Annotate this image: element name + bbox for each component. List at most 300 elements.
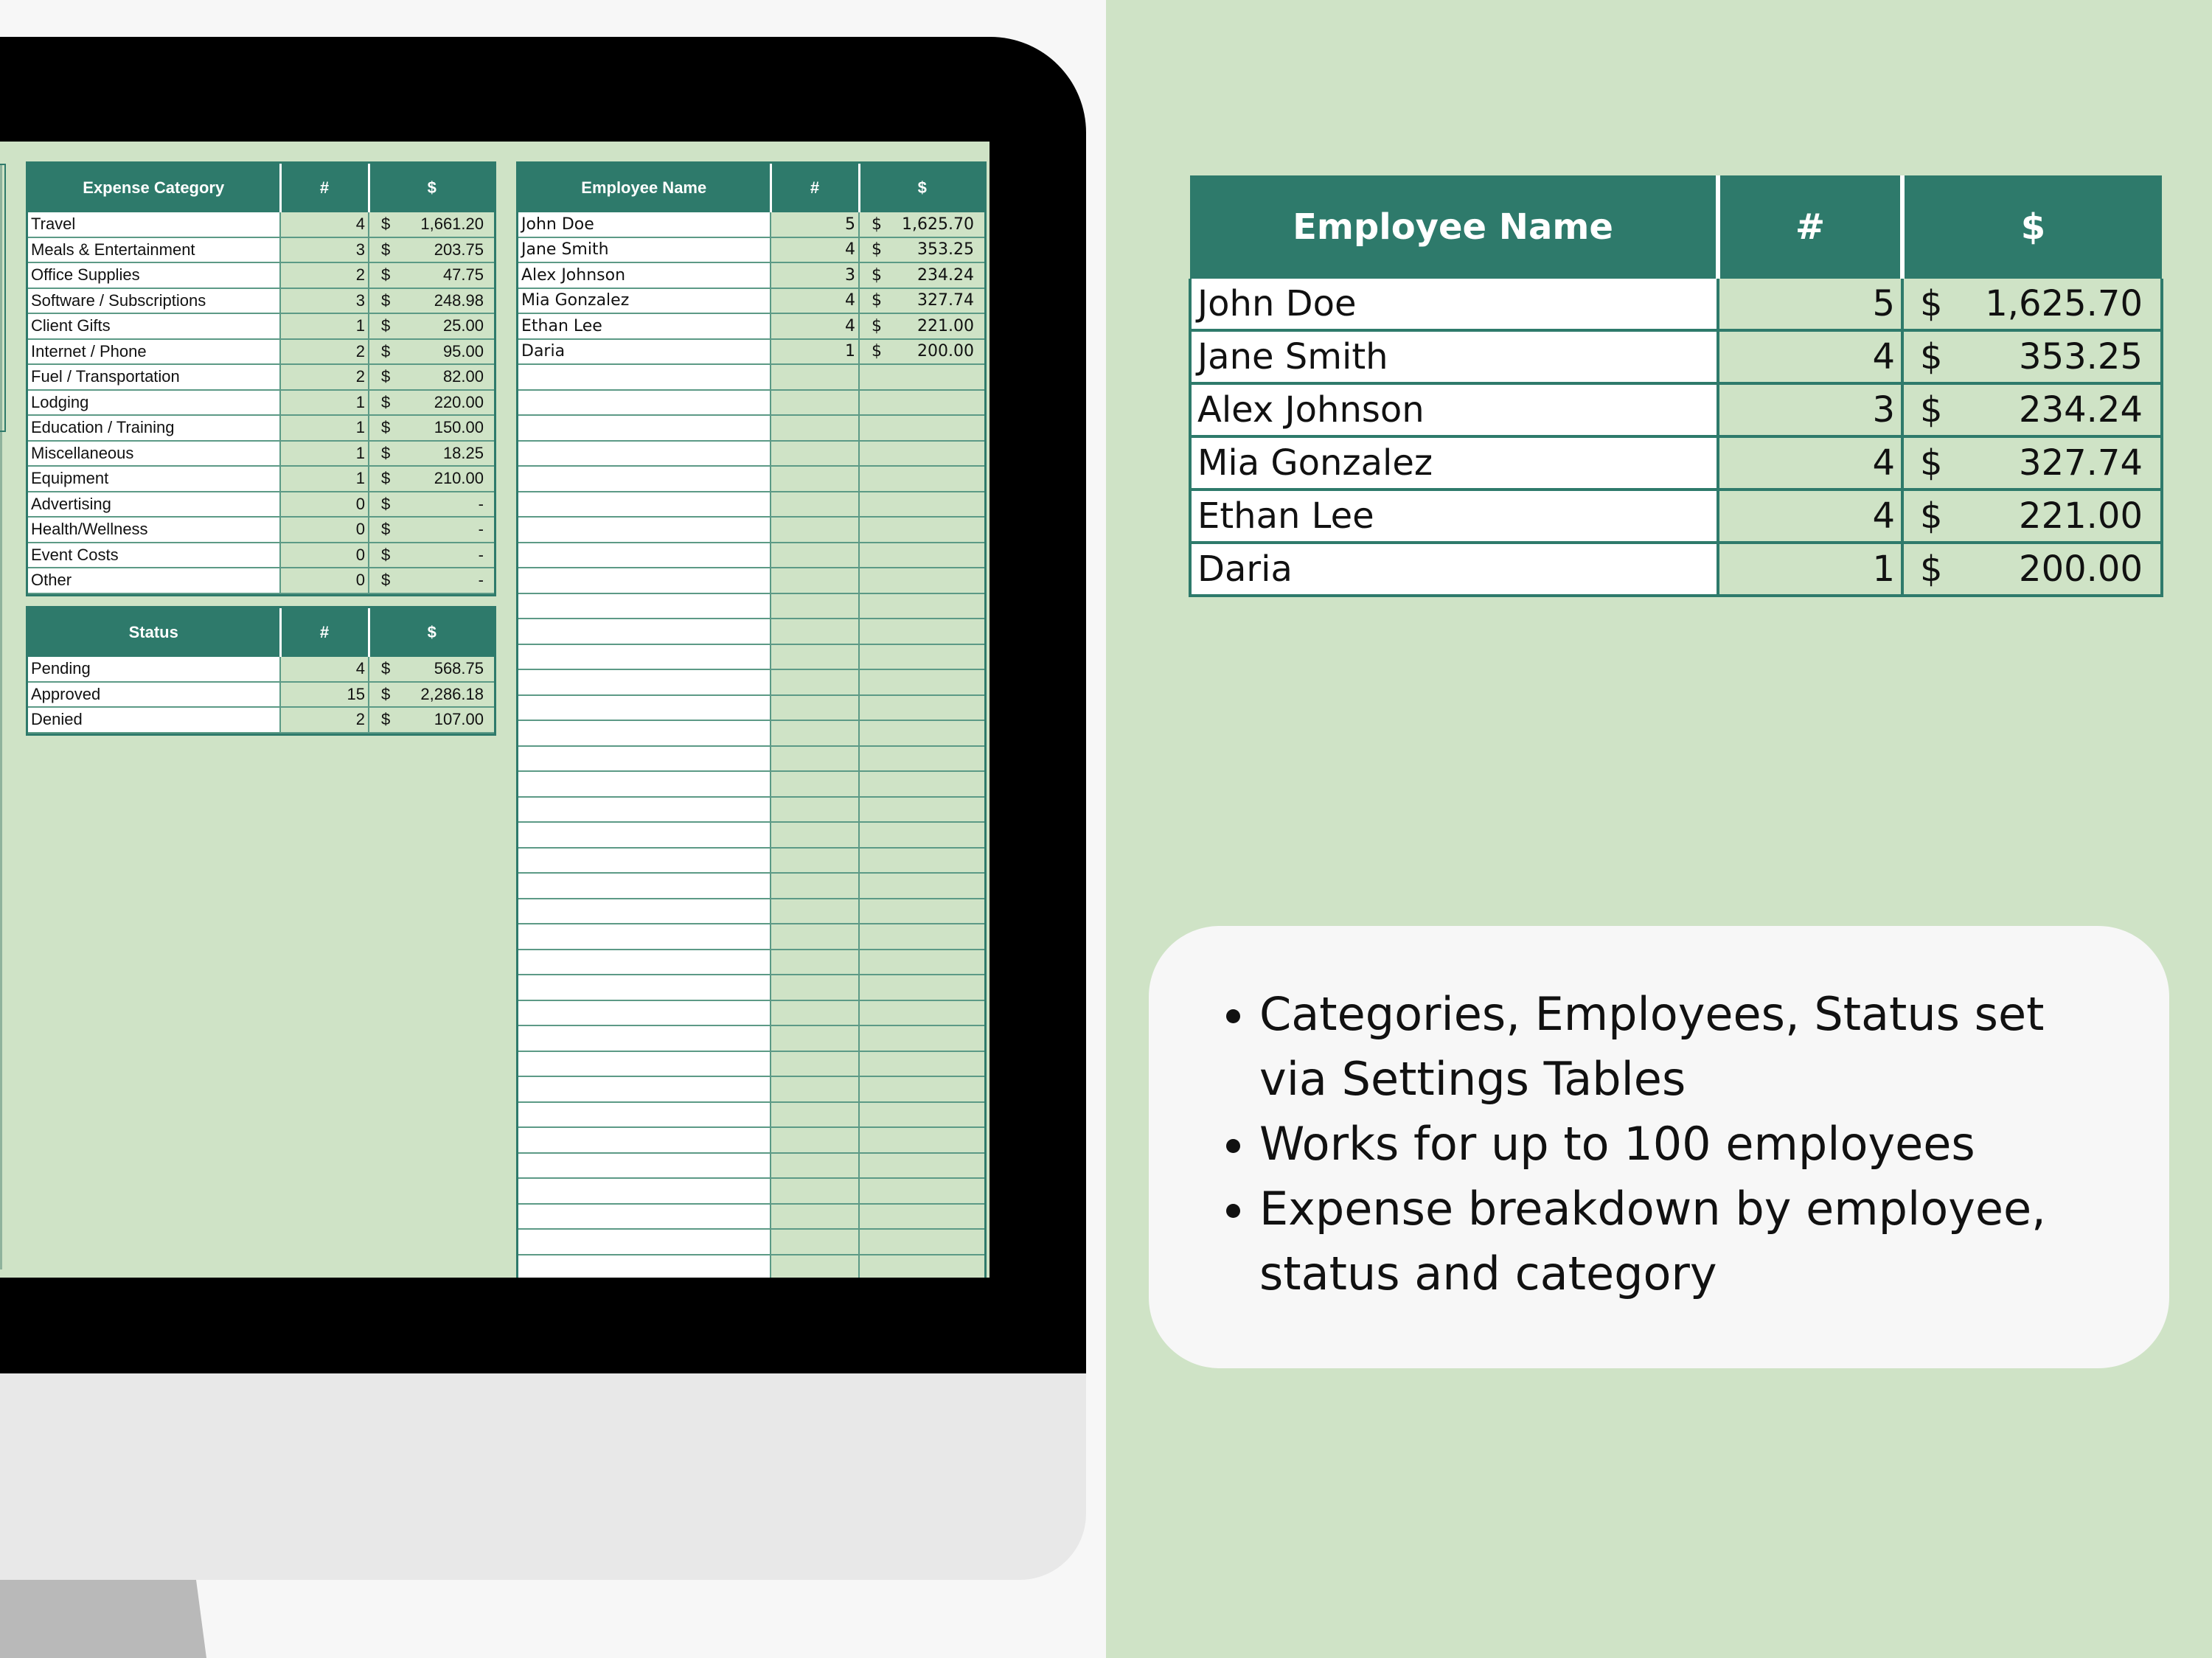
row-count-cell[interactable] <box>771 543 859 568</box>
row-count-cell[interactable] <box>771 975 859 1000</box>
column-header-count[interactable]: # <box>280 164 369 212</box>
row-name-cell[interactable]: Health/Wellness <box>28 517 280 543</box>
table-row <box>518 313 984 339</box>
column-header-count[interactable]: # <box>280 608 369 657</box>
row-name-cell[interactable] <box>518 593 771 619</box>
row-amount-cell[interactable] <box>859 339 984 365</box>
row-amount-cell[interactable] <box>1902 279 2162 330</box>
row-amount-cell[interactable] <box>859 517 984 543</box>
currency-value <box>372 495 491 514</box>
row-count-cell[interactable] <box>771 1102 859 1128</box>
row-name-cell[interactable] <box>518 517 771 543</box>
currency-value <box>372 367 491 386</box>
row-amount-cell[interactable] <box>859 237 984 263</box>
empty-table-row <box>518 950 984 975</box>
empty-table-row <box>518 568 984 593</box>
currency-symbol: $ <box>381 215 391 234</box>
row-count-cell[interactable]: 1 <box>280 466 369 492</box>
row-name-cell[interactable]: Meals & Entertainment <box>28 237 280 263</box>
currency-value <box>1910 495 2154 537</box>
currency-symbol: $ <box>872 240 882 260</box>
employee-table <box>518 164 984 1278</box>
row-name-cell[interactable] <box>518 568 771 593</box>
table-row <box>28 543 494 568</box>
row-name-cell[interactable] <box>518 950 771 975</box>
row-name-cell[interactable] <box>518 364 771 390</box>
empty-table-row <box>518 899 984 924</box>
row-amount-cell[interactable] <box>1902 330 2162 383</box>
amount-value: 221.00 <box>2019 495 2143 537</box>
row-name-cell[interactable]: Equipment <box>28 466 280 492</box>
row-name-cell[interactable]: Daria <box>1190 543 1718 596</box>
column-header-status[interactable]: Status <box>28 608 280 657</box>
row-count-cell[interactable] <box>771 669 859 695</box>
row-count-cell[interactable] <box>771 517 859 543</box>
empty-table-row <box>518 1255 984 1278</box>
row-name-cell[interactable] <box>518 1051 771 1077</box>
row-count-cell[interactable]: 3 <box>771 262 859 288</box>
row-amount-cell[interactable] <box>369 568 494 593</box>
amount-value: 1,625.70 <box>902 215 974 234</box>
row-count-cell[interactable]: 4 <box>280 657 369 682</box>
row-name-cell[interactable]: Client Gifts <box>28 313 280 339</box>
row-name-cell[interactable] <box>518 669 771 695</box>
currency-symbol: $ <box>872 316 882 335</box>
row-amount-cell[interactable] <box>859 466 984 492</box>
row-amount-cell[interactable] <box>369 364 494 390</box>
row-amount-cell[interactable] <box>859 873 984 899</box>
row-name-cell[interactable] <box>518 899 771 924</box>
row-name-cell[interactable] <box>518 390 771 416</box>
row-amount-cell[interactable] <box>369 390 494 416</box>
row-count-cell[interactable] <box>771 1178 859 1204</box>
row-count-cell[interactable] <box>771 492 859 518</box>
row-name-cell[interactable] <box>518 1102 771 1128</box>
row-amount-cell[interactable] <box>369 441 494 467</box>
currency-value <box>372 520 491 539</box>
row-name-cell[interactable] <box>518 619 771 644</box>
currency-value <box>1910 389 2154 431</box>
currency-symbol: $ <box>381 341 391 360</box>
amount-value: 200.00 <box>917 342 974 361</box>
amount-value: 203.75 <box>434 240 484 259</box>
row-count-cell[interactable] <box>771 1153 859 1179</box>
row-amount-cell[interactable] <box>859 924 984 950</box>
row-amount-cell[interactable] <box>859 950 984 975</box>
row-amount-cell[interactable] <box>369 212 494 237</box>
row-amount-cell[interactable] <box>859 313 984 339</box>
row-name-cell[interactable] <box>518 466 771 492</box>
column-header-amount[interactable]: $ <box>859 164 984 212</box>
currency-symbol: $ <box>381 240 391 259</box>
row-amount-cell[interactable] <box>369 415 494 441</box>
table-row <box>518 237 984 263</box>
currency-symbol: $ <box>872 215 882 234</box>
row-count-cell[interactable]: 4 <box>1718 436 1902 490</box>
row-count-cell[interactable] <box>771 848 859 874</box>
row-count-cell[interactable] <box>771 441 859 467</box>
row-amount-cell[interactable] <box>369 517 494 543</box>
empty-table-row <box>518 1051 984 1077</box>
currency-symbol: $ <box>1920 495 1943 537</box>
row-count-cell[interactable]: 5 <box>771 212 859 237</box>
amount-value: 150.00 <box>434 418 484 437</box>
amount-value: 221.00 <box>917 316 974 335</box>
column-header-count: # <box>1718 175 1902 279</box>
currency-value <box>372 316 491 335</box>
column-header-expense-category[interactable]: Expense Category <box>28 164 280 212</box>
amount-value: 220.00 <box>434 392 484 411</box>
row-name-cell[interactable] <box>518 975 771 1000</box>
row-count-cell[interactable] <box>771 415 859 441</box>
row-amount-cell[interactable] <box>369 288 494 314</box>
row-count-cell[interactable]: 0 <box>280 492 369 518</box>
row-name-cell[interactable] <box>518 771 771 797</box>
row-amount-cell[interactable] <box>369 313 494 339</box>
row-count-cell[interactable] <box>771 364 859 390</box>
status-table <box>28 608 494 734</box>
table-row <box>28 707 494 733</box>
row-name-cell[interactable]: Alex Johnson <box>1190 383 1718 436</box>
row-amount-cell[interactable] <box>859 593 984 619</box>
row-name-cell[interactable] <box>518 543 771 568</box>
empty-table-row <box>518 975 984 1000</box>
row-name-cell[interactable] <box>518 848 771 874</box>
column-header-amount[interactable]: $ <box>369 608 494 657</box>
row-amount-cell[interactable] <box>859 720 984 746</box>
row-count-cell[interactable]: 1 <box>280 441 369 467</box>
row-count-cell[interactable]: 5 <box>1718 279 1902 330</box>
row-name-cell[interactable]: Alex Johnson <box>518 262 771 288</box>
row-name-cell[interactable] <box>518 1255 771 1278</box>
column-header-employee-name[interactable]: Employee Name <box>518 164 771 212</box>
row-name-cell[interactable] <box>518 1127 771 1153</box>
row-count-cell[interactable]: 4 <box>771 288 859 314</box>
row-amount-cell[interactable] <box>859 1153 984 1179</box>
empty-table-row <box>518 771 984 797</box>
row-amount-cell[interactable] <box>369 237 494 263</box>
row-count-cell[interactable] <box>771 695 859 721</box>
amount-value: 18.25 <box>442 443 484 462</box>
row-name-cell[interactable] <box>518 1025 771 1051</box>
amount-value: 95.00 <box>442 341 484 360</box>
row-count-cell[interactable] <box>771 619 859 644</box>
row-amount-cell[interactable] <box>859 1000 984 1026</box>
row-count-cell[interactable] <box>771 822 859 848</box>
currency-symbol: $ <box>381 290 391 310</box>
row-name-cell[interactable] <box>518 822 771 848</box>
column-header-amount[interactable]: $ <box>369 164 494 212</box>
amount-value: 568.75 <box>434 659 484 678</box>
row-name-cell[interactable]: John Doe <box>1190 279 1718 330</box>
row-name-cell[interactable]: Jane Smith <box>518 237 771 263</box>
currency-value <box>1910 442 2154 484</box>
row-amount-cell[interactable] <box>859 415 984 441</box>
row-name-cell[interactable]: Jane Smith <box>1190 330 1718 383</box>
row-name-cell[interactable]: Mia Gonzalez <box>1190 436 1718 490</box>
row-name-cell[interactable]: Denied <box>28 707 280 733</box>
currency-value <box>1910 548 2154 590</box>
row-amount-cell[interactable] <box>859 644 984 670</box>
empty-table-row <box>518 720 984 746</box>
row-count-cell[interactable] <box>771 1000 859 1026</box>
row-amount-cell[interactable] <box>1902 383 2162 436</box>
row-amount-cell[interactable] <box>859 1025 984 1051</box>
row-amount-cell[interactable] <box>859 619 984 644</box>
row-amount-cell[interactable] <box>859 441 984 467</box>
currency-value <box>1910 336 2154 377</box>
row-count-cell[interactable]: 2 <box>280 707 369 733</box>
row-count-cell[interactable]: 0 <box>280 543 369 568</box>
row-amount-cell[interactable] <box>859 364 984 390</box>
currency-symbol: $ <box>381 392 391 411</box>
monitor-chin <box>0 1373 1086 1580</box>
empty-table-row <box>518 1229 984 1255</box>
row-name-cell[interactable]: Mia Gonzalez <box>518 288 771 314</box>
row-count-cell[interactable] <box>771 1025 859 1051</box>
empty-table-row <box>518 746 984 772</box>
empty-table-row <box>518 1102 984 1128</box>
row-count-cell[interactable]: 4 <box>280 212 369 237</box>
currency-value <box>863 240 981 259</box>
row-amount-cell[interactable] <box>369 339 494 365</box>
currency-value <box>372 659 491 678</box>
empty-table-row <box>518 644 984 670</box>
row-amount-cell[interactable] <box>859 1178 984 1204</box>
row-amount-cell[interactable] <box>859 899 984 924</box>
table-row <box>518 339 984 365</box>
row-name-cell[interactable]: Other <box>28 568 280 593</box>
row-name-cell[interactable] <box>518 873 771 899</box>
row-amount-cell[interactable] <box>859 288 984 314</box>
empty-table-row <box>518 695 984 721</box>
row-amount-cell[interactable] <box>369 466 494 492</box>
row-name-cell[interactable]: Lodging <box>28 390 280 416</box>
row-amount-cell[interactable] <box>369 707 494 733</box>
row-amount-cell[interactable] <box>859 1229 984 1255</box>
row-name-cell[interactable] <box>518 797 771 823</box>
row-amount-cell[interactable] <box>859 1127 984 1153</box>
row-count-cell[interactable]: 15 <box>280 682 369 708</box>
table-row <box>1190 543 2162 596</box>
table-row <box>28 212 494 237</box>
row-name-cell[interactable] <box>518 746 771 772</box>
row-count-cell[interactable]: 4 <box>771 313 859 339</box>
amount-value: 327.74 <box>917 291 974 310</box>
row-name-cell[interactable]: Ethan Lee <box>518 313 771 339</box>
empty-table-row <box>518 593 984 619</box>
row-count-cell[interactable]: 3 <box>280 237 369 263</box>
row-amount-cell[interactable] <box>859 848 984 874</box>
row-amount-cell[interactable] <box>1902 490 2162 543</box>
table-row <box>28 390 494 416</box>
empty-table-row <box>518 364 984 390</box>
row-count-cell[interactable]: 1 <box>1718 543 1902 596</box>
empty-table-row <box>518 1204 984 1230</box>
currency-symbol: $ <box>381 469 391 488</box>
table-row <box>518 262 984 288</box>
row-amount-cell[interactable] <box>859 492 984 518</box>
currency-value <box>372 710 491 729</box>
row-amount-cell[interactable] <box>859 212 984 237</box>
empty-table-row <box>518 669 984 695</box>
row-amount-cell[interactable] <box>859 746 984 772</box>
row-count-cell[interactable] <box>771 873 859 899</box>
row-count-cell[interactable] <box>771 644 859 670</box>
table-row <box>28 339 494 365</box>
row-name-cell[interactable] <box>518 644 771 670</box>
row-count-cell[interactable] <box>771 950 859 975</box>
row-name-cell[interactable] <box>518 492 771 518</box>
row-name-cell[interactable]: Advertising <box>28 492 280 518</box>
currency-value <box>372 265 491 285</box>
column-header-count[interactable]: # <box>771 164 859 212</box>
empty-table-row <box>518 517 984 543</box>
row-count-cell[interactable] <box>771 924 859 950</box>
row-name-cell[interactable] <box>518 1153 771 1179</box>
row-count-cell[interactable]: 4 <box>1718 490 1902 543</box>
empty-table-row <box>518 466 984 492</box>
row-amount-cell[interactable] <box>859 669 984 695</box>
row-count-cell[interactable] <box>771 1255 859 1278</box>
row-count-cell[interactable] <box>771 1127 859 1153</box>
expense-category-table <box>28 164 494 594</box>
row-name-cell[interactable] <box>518 1204 771 1230</box>
row-name-cell[interactable]: Software / Subscriptions <box>28 288 280 314</box>
row-name-cell[interactable] <box>518 924 771 950</box>
row-amount-cell[interactable] <box>369 682 494 708</box>
row-count-cell[interactable]: 4 <box>1718 330 1902 383</box>
currency-value <box>372 571 491 590</box>
row-amount-cell[interactable] <box>369 262 494 288</box>
row-amount-cell[interactable] <box>859 1051 984 1077</box>
amount-value: 353.25 <box>917 240 974 260</box>
row-name-cell[interactable]: Approved <box>28 682 280 708</box>
row-amount-cell[interactable] <box>369 543 494 568</box>
row-count-cell[interactable] <box>771 899 859 924</box>
row-name-cell[interactable]: Education / Training <box>28 415 280 441</box>
row-amount-cell[interactable] <box>859 262 984 288</box>
row-count-cell[interactable]: 2 <box>280 364 369 390</box>
currency-value <box>372 546 491 565</box>
row-amount-cell[interactable] <box>1902 436 2162 490</box>
row-count-cell[interactable] <box>771 466 859 492</box>
currency-symbol: $ <box>872 265 882 285</box>
row-count-cell[interactable] <box>771 1076 859 1102</box>
row-count-cell[interactable]: 1 <box>280 415 369 441</box>
table-row <box>28 517 494 543</box>
row-amount-cell[interactable] <box>859 797 984 823</box>
row-name-cell[interactable] <box>518 695 771 721</box>
row-name-cell[interactable] <box>518 1076 771 1102</box>
currency-value <box>863 266 981 285</box>
row-count-cell[interactable]: 1 <box>771 339 859 365</box>
currency-value <box>372 685 491 704</box>
row-amount-cell[interactable] <box>859 568 984 593</box>
empty-table-row <box>518 1000 984 1026</box>
row-name-cell[interactable]: Travel <box>28 212 280 237</box>
row-count-cell[interactable] <box>771 1204 859 1230</box>
row-name-cell[interactable]: Internet / Phone <box>28 339 280 365</box>
row-name-cell[interactable]: Ethan Lee <box>1190 490 1718 543</box>
row-name-cell[interactable]: Daria <box>518 339 771 365</box>
row-count-cell[interactable] <box>771 390 859 416</box>
currency-symbol: $ <box>381 316 391 335</box>
row-name-cell[interactable]: John Doe <box>518 212 771 237</box>
row-count-cell[interactable] <box>771 746 859 772</box>
row-count-cell[interactable]: 2 <box>280 262 369 288</box>
row-count-cell[interactable]: 1 <box>280 313 369 339</box>
row-count-cell[interactable]: 2 <box>280 339 369 365</box>
row-name-cell[interactable]: Miscellaneous <box>28 441 280 467</box>
row-name-cell[interactable] <box>518 1229 771 1255</box>
row-name-cell[interactable] <box>518 1000 771 1026</box>
row-name-cell[interactable]: Event Costs <box>28 543 280 568</box>
currency-symbol: $ <box>381 520 391 539</box>
row-amount-cell[interactable] <box>859 1204 984 1230</box>
currency-symbol: $ <box>381 545 391 564</box>
row-name-cell[interactable]: Pending <box>28 657 280 682</box>
row-count-cell[interactable] <box>771 593 859 619</box>
row-name-cell[interactable] <box>518 441 771 467</box>
currency-value <box>372 469 491 488</box>
row-amount-cell[interactable] <box>859 695 984 721</box>
row-amount-cell[interactable] <box>369 492 494 518</box>
row-count-cell[interactable] <box>771 568 859 593</box>
row-count-cell[interactable]: 3 <box>280 288 369 314</box>
table-row <box>28 568 494 593</box>
row-name-cell[interactable]: Fuel / Transportation <box>28 364 280 390</box>
currency-symbol: $ <box>1920 442 1943 484</box>
empty-table-row <box>518 1153 984 1179</box>
empty-table-row <box>518 1127 984 1153</box>
row-name-cell[interactable] <box>518 1178 771 1204</box>
row-amount-cell[interactable] <box>369 657 494 682</box>
row-count-cell[interactable] <box>771 1229 859 1255</box>
row-count-cell[interactable]: 4 <box>771 237 859 263</box>
row-amount-cell[interactable] <box>859 1255 984 1278</box>
amount-value: 234.24 <box>917 265 974 285</box>
row-count-cell[interactable] <box>771 720 859 746</box>
amount-value: 25.00 <box>442 316 484 335</box>
currency-value <box>863 215 981 234</box>
currency-symbol: $ <box>381 367 391 386</box>
row-name-cell[interactable] <box>518 415 771 441</box>
row-amount-cell[interactable] <box>859 822 984 848</box>
row-count-cell[interactable]: 3 <box>1718 383 1902 436</box>
row-count-cell[interactable]: 0 <box>280 517 369 543</box>
row-amount-cell[interactable] <box>1902 543 2162 596</box>
row-count-cell[interactable]: 1 <box>280 390 369 416</box>
amount-value: 234.24 <box>2019 389 2143 431</box>
empty-table-row <box>518 390 984 416</box>
row-name-cell[interactable]: Office Supplies <box>28 262 280 288</box>
row-amount-cell[interactable] <box>859 771 984 797</box>
row-amount-cell[interactable] <box>859 1076 984 1102</box>
row-count-cell[interactable] <box>771 1051 859 1077</box>
row-amount-cell[interactable] <box>859 543 984 568</box>
currency-symbol: $ <box>381 265 391 285</box>
row-amount-cell[interactable] <box>859 390 984 416</box>
row-name-cell[interactable] <box>518 720 771 746</box>
row-amount-cell[interactable] <box>859 1102 984 1128</box>
row-amount-cell[interactable] <box>859 975 984 1000</box>
amount-value: - <box>478 520 484 539</box>
table-row <box>28 415 494 441</box>
row-count-cell[interactable] <box>771 771 859 797</box>
row-count-cell[interactable]: 0 <box>280 568 369 593</box>
row-count-cell[interactable] <box>771 797 859 823</box>
